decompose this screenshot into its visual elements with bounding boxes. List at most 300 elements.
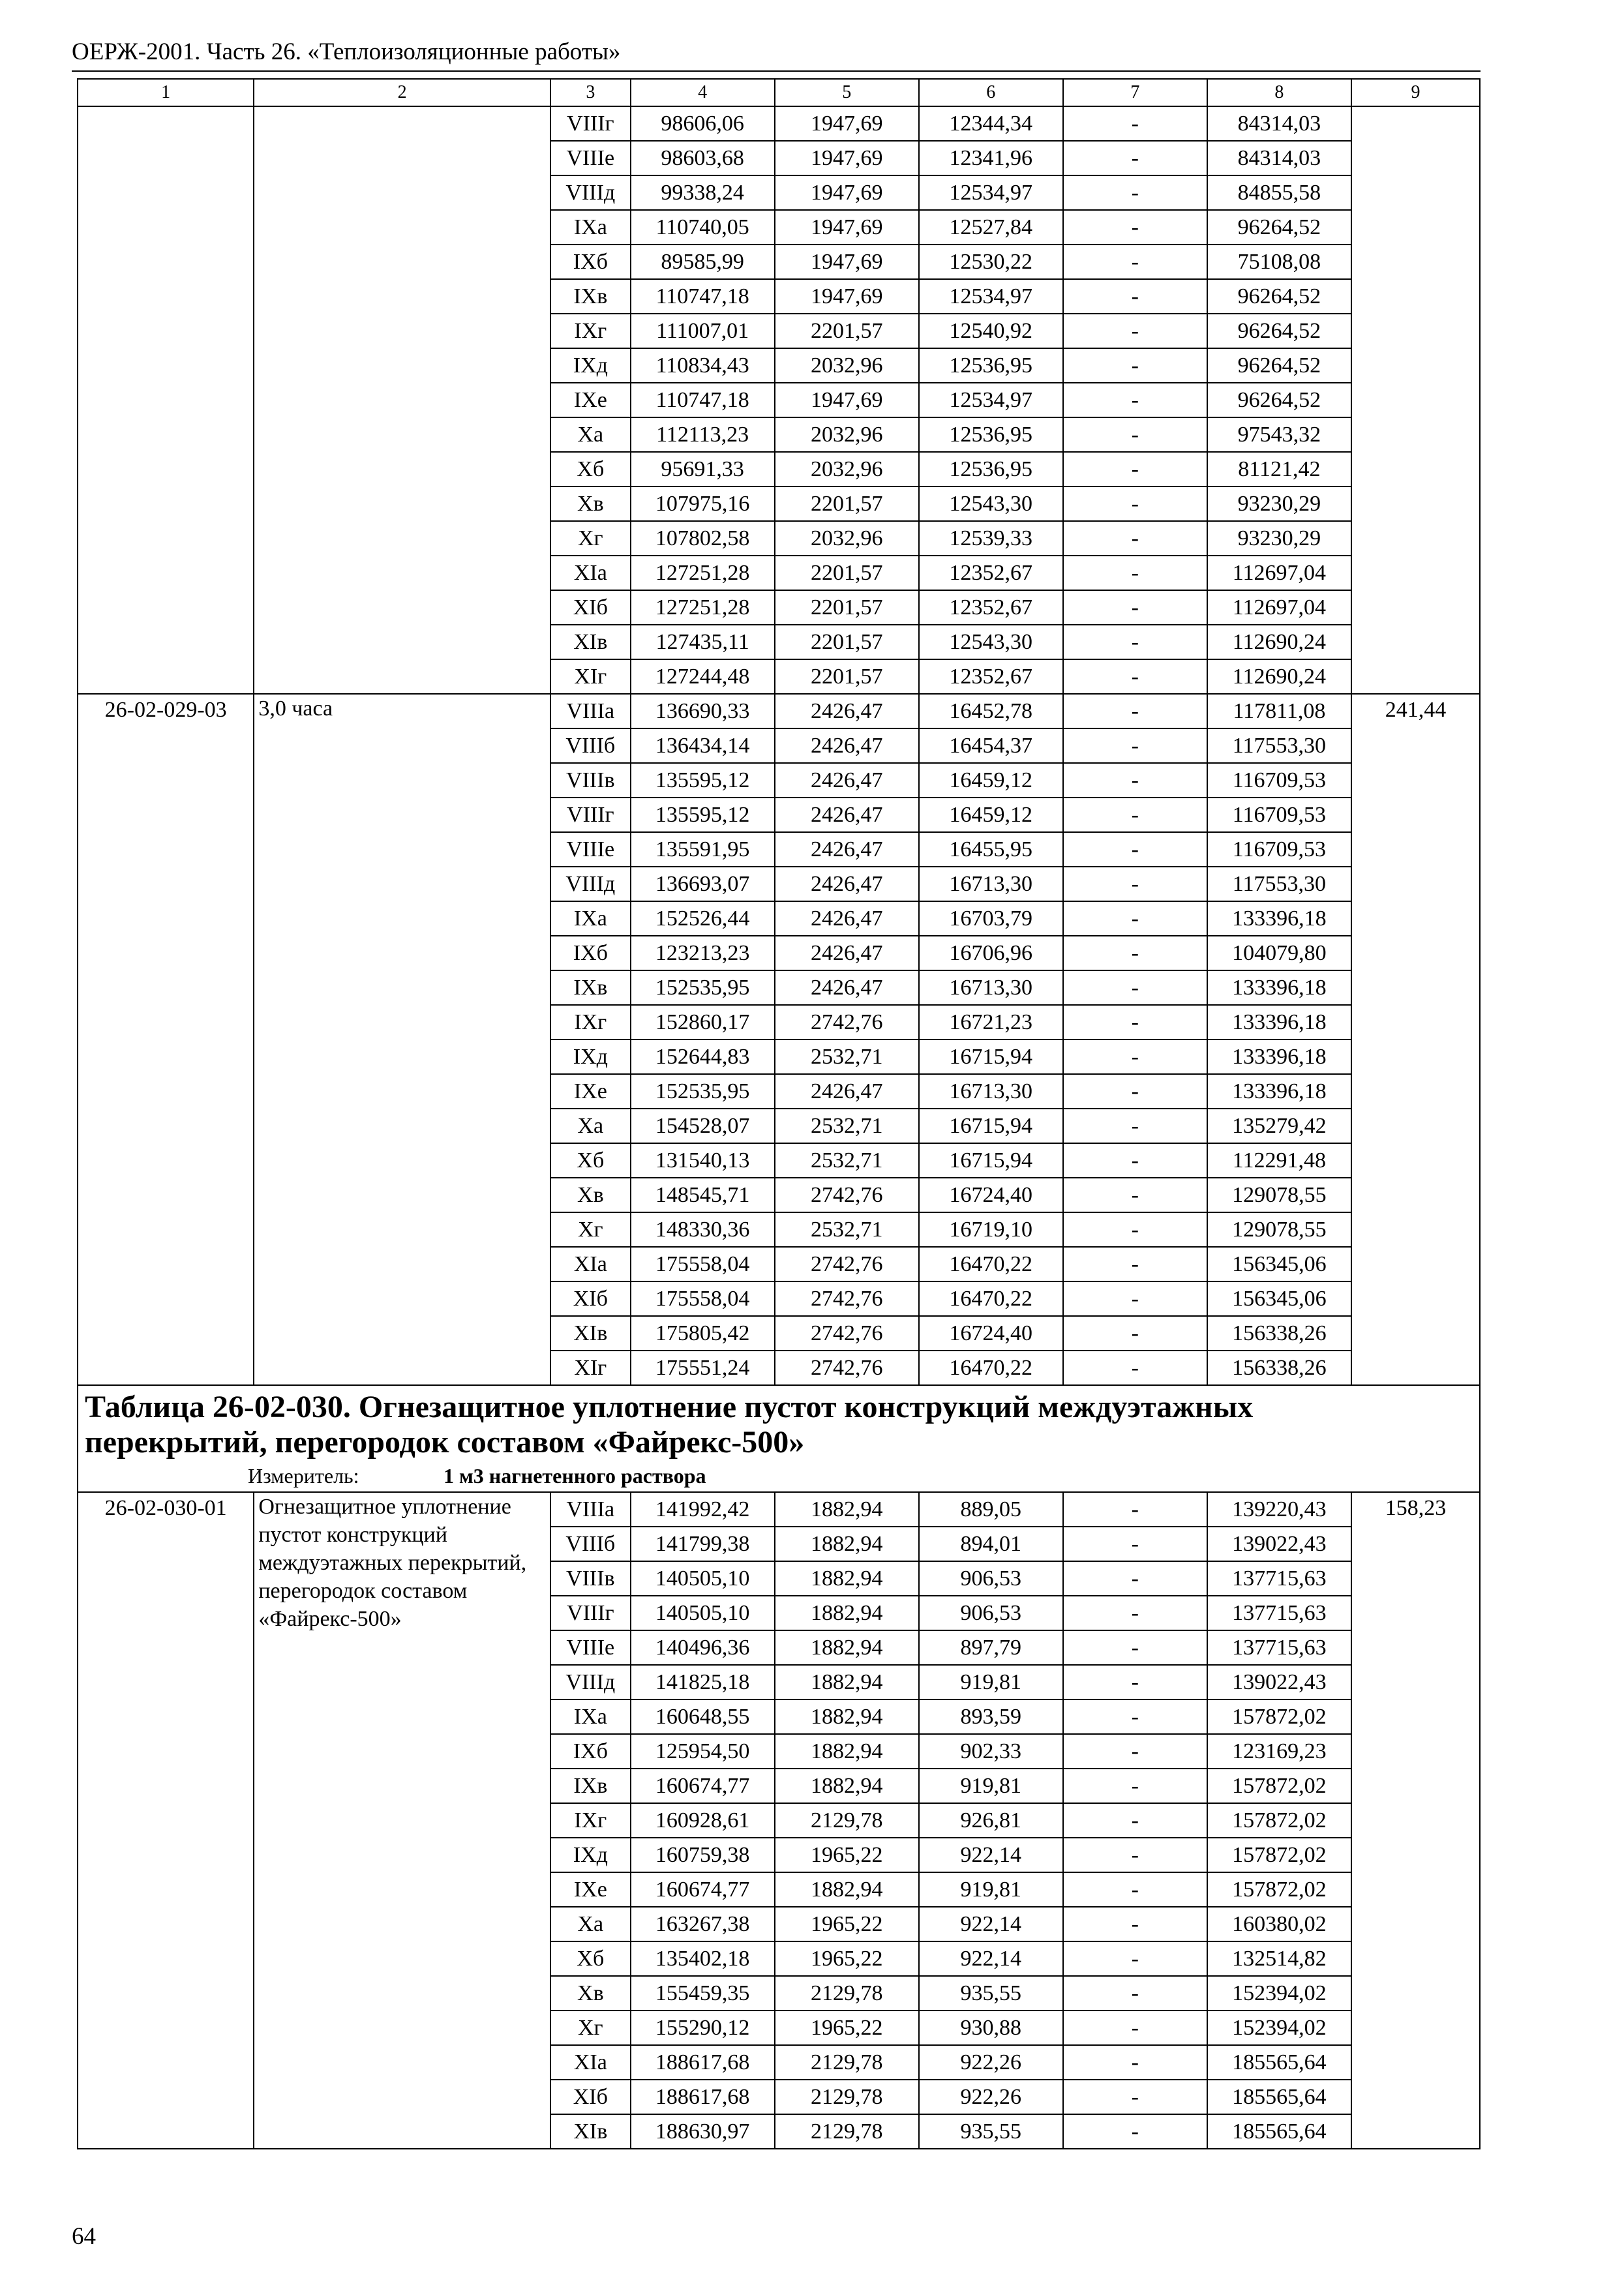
material-cost-cell: 117553,30 bbox=[1207, 867, 1351, 901]
material-cost-cell: 185565,64 bbox=[1207, 2080, 1351, 2114]
driver-cost-cell: - bbox=[1063, 556, 1207, 590]
material-cost-cell: 156338,26 bbox=[1207, 1316, 1351, 1351]
driver-cost-cell: - bbox=[1063, 1976, 1207, 2011]
machine-cost-cell: 12534,97 bbox=[919, 279, 1063, 314]
labor-cost-cell: 2201,57 bbox=[775, 486, 919, 521]
zone-cell: Xа bbox=[550, 1109, 631, 1143]
zone-cell: IXг bbox=[550, 314, 631, 348]
machine-cost-cell: 922,26 bbox=[919, 2045, 1063, 2080]
zone-cell: XIв bbox=[550, 1316, 631, 1351]
zone-cell: Xа bbox=[550, 417, 631, 452]
zone-cell: VIIIг bbox=[550, 798, 631, 832]
driver-cost-cell: - bbox=[1063, 279, 1207, 314]
machine-cost-cell: 919,81 bbox=[919, 1872, 1063, 1907]
table-title-line1: Таблица 26-02-030. Огнезащитное уплотнение пустот конструкций междуэтажных bbox=[85, 1390, 1254, 1424]
zone-cell: VIIIг bbox=[550, 1596, 631, 1630]
material-cost-cell: 133396,18 bbox=[1207, 1040, 1351, 1074]
total-cost-cell: 175805,42 bbox=[631, 1316, 775, 1351]
total-cost-cell: 131540,13 bbox=[631, 1143, 775, 1178]
material-cost-cell: 96264,52 bbox=[1207, 383, 1351, 417]
material-cost-cell: 137715,63 bbox=[1207, 1596, 1351, 1630]
labor-cost-cell: 2742,76 bbox=[775, 1351, 919, 1385]
total-cost-cell: 148545,71 bbox=[631, 1178, 775, 1212]
zone-cell: VIIIа bbox=[550, 694, 631, 728]
labor-hours-cell: 158,23 bbox=[1351, 1492, 1480, 2149]
total-cost-cell: 160674,77 bbox=[631, 1872, 775, 1907]
material-cost-cell: 112690,24 bbox=[1207, 659, 1351, 694]
zone-cell: VIIIд bbox=[550, 1665, 631, 1699]
zone-cell: IXе bbox=[550, 1872, 631, 1907]
driver-cost-cell: - bbox=[1063, 763, 1207, 798]
machine-cost-cell: 12341,96 bbox=[919, 141, 1063, 175]
driver-cost-cell: - bbox=[1063, 1527, 1207, 1561]
labor-cost-cell: 2129,78 bbox=[775, 2080, 919, 2114]
table-row bbox=[78, 106, 1480, 141]
total-cost-cell: 140496,36 bbox=[631, 1630, 775, 1665]
machine-cost-cell: 922,26 bbox=[919, 2080, 1063, 2114]
driver-cost-cell: - bbox=[1063, 625, 1207, 659]
driver-cost-cell: - bbox=[1063, 1492, 1207, 1527]
driver-cost-cell: - bbox=[1063, 486, 1207, 521]
labor-cost-cell: 1882,94 bbox=[775, 1734, 919, 1769]
material-cost-cell: 84314,03 bbox=[1207, 106, 1351, 141]
total-cost-cell: 95691,33 bbox=[631, 452, 775, 486]
material-cost-cell: 156345,06 bbox=[1207, 1281, 1351, 1316]
material-cost-cell: 96264,52 bbox=[1207, 314, 1351, 348]
driver-cost-cell: - bbox=[1063, 141, 1207, 175]
driver-cost-cell: - bbox=[1063, 1838, 1207, 1872]
column-number: 1 bbox=[78, 79, 254, 106]
zone-cell: VIIIв bbox=[550, 1561, 631, 1596]
labor-cost-cell: 2201,57 bbox=[775, 625, 919, 659]
labor-cost-cell: 1965,22 bbox=[775, 1941, 919, 1976]
column-number: 4 bbox=[631, 79, 775, 106]
total-cost-cell: 136693,07 bbox=[631, 867, 775, 901]
zone-cell: IXа bbox=[550, 210, 631, 245]
labor-cost-cell: 1947,69 bbox=[775, 383, 919, 417]
column-number: 8 bbox=[1207, 79, 1351, 106]
material-cost-cell: 129078,55 bbox=[1207, 1178, 1351, 1212]
machine-cost-cell: 16470,22 bbox=[919, 1281, 1063, 1316]
material-cost-cell: 117811,08 bbox=[1207, 694, 1351, 728]
zone-cell: XIв bbox=[550, 625, 631, 659]
driver-cost-cell: - bbox=[1063, 1178, 1207, 1212]
labor-cost-cell: 2129,78 bbox=[775, 2114, 919, 2149]
machine-cost-cell: 889,05 bbox=[919, 1492, 1063, 1527]
labor-cost-cell: 1882,94 bbox=[775, 1492, 919, 1527]
machine-cost-cell: 12352,67 bbox=[919, 590, 1063, 625]
total-cost-cell: 111007,01 bbox=[631, 314, 775, 348]
total-cost-cell: 175551,24 bbox=[631, 1351, 775, 1385]
machine-cost-cell: 893,59 bbox=[919, 1699, 1063, 1734]
driver-cost-cell: - bbox=[1063, 2114, 1207, 2149]
labor-cost-cell: 1947,69 bbox=[775, 279, 919, 314]
labor-cost-cell: 2426,47 bbox=[775, 694, 919, 728]
driver-cost-cell: - bbox=[1063, 1630, 1207, 1665]
total-cost-cell: 141992,42 bbox=[631, 1492, 775, 1527]
machine-cost-cell: 16724,40 bbox=[919, 1178, 1063, 1212]
labor-cost-cell: 1882,94 bbox=[775, 1665, 919, 1699]
total-cost-cell: 154528,07 bbox=[631, 1109, 775, 1143]
zone-cell: IXа bbox=[550, 901, 631, 936]
zone-cell: IXг bbox=[550, 1803, 631, 1838]
header-rule bbox=[72, 70, 1481, 72]
labor-cost-cell: 1882,94 bbox=[775, 1561, 919, 1596]
labor-cost-cell: 2532,71 bbox=[775, 1143, 919, 1178]
total-cost-cell: 175558,04 bbox=[631, 1281, 775, 1316]
total-cost-cell: 140505,10 bbox=[631, 1596, 775, 1630]
material-cost-cell: 84314,03 bbox=[1207, 141, 1351, 175]
rate-code: 26-02-029-03 bbox=[78, 694, 254, 1385]
material-cost-cell: 139022,43 bbox=[1207, 1527, 1351, 1561]
machine-cost-cell: 16703,79 bbox=[919, 901, 1063, 936]
machine-cost-cell: 12536,95 bbox=[919, 348, 1063, 383]
labor-cost-cell: 2742,76 bbox=[775, 1247, 919, 1281]
machine-cost-cell: 897,79 bbox=[919, 1630, 1063, 1665]
zone-cell: VIIIд bbox=[550, 175, 631, 210]
material-cost-cell: 133396,18 bbox=[1207, 901, 1351, 936]
total-cost-cell: 152535,95 bbox=[631, 970, 775, 1005]
total-cost-cell: 135595,12 bbox=[631, 798, 775, 832]
material-cost-cell: 139220,43 bbox=[1207, 1492, 1351, 1527]
driver-cost-cell: - bbox=[1063, 936, 1207, 970]
machine-cost-cell: 919,81 bbox=[919, 1769, 1063, 1803]
driver-cost-cell: - bbox=[1063, 314, 1207, 348]
work-name: Огнезащитное уплотнение пустот конструкций междуэтажных перекрытий, перегородок составом «Файрекс-500» bbox=[254, 1492, 550, 2149]
rate-code: 26-02-030-01 bbox=[78, 1492, 254, 2149]
material-cost-cell: 160380,02 bbox=[1207, 1907, 1351, 1941]
driver-cost-cell: - bbox=[1063, 1803, 1207, 1838]
machine-cost-cell: 935,55 bbox=[919, 1976, 1063, 2011]
driver-cost-cell: - bbox=[1063, 1074, 1207, 1109]
material-cost-cell: 185565,64 bbox=[1207, 2114, 1351, 2149]
driver-cost-cell: - bbox=[1063, 175, 1207, 210]
material-cost-cell: 129078,55 bbox=[1207, 1212, 1351, 1247]
labor-cost-cell: 2032,96 bbox=[775, 452, 919, 486]
machine-cost-cell: 16715,94 bbox=[919, 1109, 1063, 1143]
material-cost-cell: 137715,63 bbox=[1207, 1630, 1351, 1665]
labor-cost-cell: 1882,94 bbox=[775, 1769, 919, 1803]
labor-cost-cell: 1947,69 bbox=[775, 106, 919, 141]
total-cost-cell: 127251,28 bbox=[631, 590, 775, 625]
total-cost-cell: 127244,48 bbox=[631, 659, 775, 694]
machine-cost-cell: 16706,96 bbox=[919, 936, 1063, 970]
zone-cell: XIг bbox=[550, 1351, 631, 1385]
machine-cost-cell: 12543,30 bbox=[919, 625, 1063, 659]
labor-cost-cell: 2532,71 bbox=[775, 1212, 919, 1247]
material-cost-cell: 139022,43 bbox=[1207, 1665, 1351, 1699]
driver-cost-cell: - bbox=[1063, 1212, 1207, 1247]
material-cost-cell: 157872,02 bbox=[1207, 1803, 1351, 1838]
machine-cost-cell: 935,55 bbox=[919, 2114, 1063, 2149]
driver-cost-cell: - bbox=[1063, 1005, 1207, 1040]
labor-cost-cell: 2129,78 bbox=[775, 2045, 919, 2080]
machine-cost-cell: 16724,40 bbox=[919, 1316, 1063, 1351]
labor-cost-cell: 2742,76 bbox=[775, 1178, 919, 1212]
total-cost-cell: 98606,06 bbox=[631, 106, 775, 141]
material-cost-cell: 133396,18 bbox=[1207, 1005, 1351, 1040]
total-cost-cell: 135595,12 bbox=[631, 763, 775, 798]
zone-cell: Xб bbox=[550, 1941, 631, 1976]
total-cost-cell: 127435,11 bbox=[631, 625, 775, 659]
driver-cost-cell: - bbox=[1063, 694, 1207, 728]
table-title-cell bbox=[78, 1385, 1480, 1492]
driver-cost-cell: - bbox=[1063, 383, 1207, 417]
material-cost-cell: 137715,63 bbox=[1207, 1561, 1351, 1596]
total-cost-cell: 107975,16 bbox=[631, 486, 775, 521]
labor-cost-cell: 1882,94 bbox=[775, 1596, 919, 1630]
total-cost-cell: 107802,58 bbox=[631, 521, 775, 556]
unit-row bbox=[85, 1463, 1473, 1489]
labor-cost-cell: 1882,94 bbox=[775, 1630, 919, 1665]
zone-cell: Xг bbox=[550, 2011, 631, 2045]
zone-cell: IXв bbox=[550, 1769, 631, 1803]
driver-cost-cell: - bbox=[1063, 728, 1207, 763]
machine-cost-cell: 16452,78 bbox=[919, 694, 1063, 728]
driver-cost-cell: - bbox=[1063, 1316, 1207, 1351]
column-number: 9 bbox=[1351, 79, 1480, 106]
column-number-row bbox=[78, 79, 1480, 106]
labor-cost-cell: 2032,96 bbox=[775, 521, 919, 556]
machine-cost-cell: 16713,30 bbox=[919, 970, 1063, 1005]
labor-cost-cell: 1947,69 bbox=[775, 175, 919, 210]
rate-code bbox=[78, 106, 254, 694]
driver-cost-cell: - bbox=[1063, 1872, 1207, 1907]
machine-cost-cell: 906,53 bbox=[919, 1596, 1063, 1630]
total-cost-cell: 110747,18 bbox=[631, 279, 775, 314]
labor-cost-cell: 2426,47 bbox=[775, 901, 919, 936]
table-title-line2: перекрытий, перегородок составом «Файрекс-500» bbox=[85, 1425, 805, 1459]
total-cost-cell: 152526,44 bbox=[631, 901, 775, 936]
machine-cost-cell: 12530,22 bbox=[919, 245, 1063, 279]
rates-table bbox=[77, 78, 1481, 2149]
driver-cost-cell: - bbox=[1063, 2045, 1207, 2080]
column-number: 5 bbox=[775, 79, 919, 106]
page-number: 64 bbox=[72, 2223, 96, 2250]
labor-cost-cell: 1882,94 bbox=[775, 1527, 919, 1561]
page-header: ОЕРЖ-2001. Часть 26. «Теплоизоляционные работы» bbox=[72, 38, 621, 65]
labor-cost-cell: 2201,57 bbox=[775, 314, 919, 348]
total-cost-cell: 140505,10 bbox=[631, 1561, 775, 1596]
labor-cost-cell: 2742,76 bbox=[775, 1316, 919, 1351]
unit-label: Измеритель: bbox=[248, 1464, 359, 1488]
labor-cost-cell: 2201,57 bbox=[775, 659, 919, 694]
material-cost-cell: 123169,23 bbox=[1207, 1734, 1351, 1769]
material-cost-cell: 116709,53 bbox=[1207, 798, 1351, 832]
zone-cell: IXа bbox=[550, 1699, 631, 1734]
driver-cost-cell: - bbox=[1063, 1769, 1207, 1803]
material-cost-cell: 112697,04 bbox=[1207, 556, 1351, 590]
machine-cost-cell: 922,14 bbox=[919, 1941, 1063, 1976]
material-cost-cell: 104079,80 bbox=[1207, 936, 1351, 970]
zone-cell: XIб bbox=[550, 590, 631, 625]
labor-cost-cell: 1947,69 bbox=[775, 141, 919, 175]
zone-cell: XIв bbox=[550, 2114, 631, 2149]
machine-cost-cell: 12344,34 bbox=[919, 106, 1063, 141]
zone-cell: XIа bbox=[550, 2045, 631, 2080]
machine-cost-cell: 12540,92 bbox=[919, 314, 1063, 348]
labor-cost-cell: 2426,47 bbox=[775, 728, 919, 763]
total-cost-cell: 160674,77 bbox=[631, 1769, 775, 1803]
zone-cell: Xв bbox=[550, 486, 631, 521]
driver-cost-cell: - bbox=[1063, 348, 1207, 383]
driver-cost-cell: - bbox=[1063, 1665, 1207, 1699]
driver-cost-cell: - bbox=[1063, 1734, 1207, 1769]
material-cost-cell: 112690,24 bbox=[1207, 625, 1351, 659]
driver-cost-cell: - bbox=[1063, 2080, 1207, 2114]
machine-cost-cell: 12534,97 bbox=[919, 383, 1063, 417]
material-cost-cell: 96264,52 bbox=[1207, 279, 1351, 314]
material-cost-cell: 157872,02 bbox=[1207, 1699, 1351, 1734]
total-cost-cell: 127251,28 bbox=[631, 556, 775, 590]
zone-cell: XIб bbox=[550, 1281, 631, 1316]
machine-cost-cell: 16713,30 bbox=[919, 867, 1063, 901]
zone-cell: IXе bbox=[550, 1074, 631, 1109]
total-cost-cell: 110747,18 bbox=[631, 383, 775, 417]
driver-cost-cell: - bbox=[1063, 452, 1207, 486]
table-row bbox=[78, 1492, 1480, 1527]
total-cost-cell: 155290,12 bbox=[631, 2011, 775, 2045]
machine-cost-cell: 12527,84 bbox=[919, 210, 1063, 245]
driver-cost-cell: - bbox=[1063, 798, 1207, 832]
material-cost-cell: 152394,02 bbox=[1207, 2011, 1351, 2045]
total-cost-cell: 152535,95 bbox=[631, 1074, 775, 1109]
zone-cell: IXв bbox=[550, 970, 631, 1005]
zone-cell: XIа bbox=[550, 556, 631, 590]
driver-cost-cell: - bbox=[1063, 1143, 1207, 1178]
total-cost-cell: 152860,17 bbox=[631, 1005, 775, 1040]
material-cost-cell: 96264,52 bbox=[1207, 348, 1351, 383]
material-cost-cell: 185565,64 bbox=[1207, 2045, 1351, 2080]
zone-cell: Xг bbox=[550, 1212, 631, 1247]
machine-cost-cell: 16470,22 bbox=[919, 1351, 1063, 1385]
work-name bbox=[254, 106, 550, 694]
material-cost-cell: 135279,42 bbox=[1207, 1109, 1351, 1143]
machine-cost-cell: 906,53 bbox=[919, 1561, 1063, 1596]
total-cost-cell: 110740,05 bbox=[631, 210, 775, 245]
driver-cost-cell: - bbox=[1063, 867, 1207, 901]
total-cost-cell: 141825,18 bbox=[631, 1665, 775, 1699]
driver-cost-cell: - bbox=[1063, 590, 1207, 625]
zone-cell: VIIIб bbox=[550, 728, 631, 763]
machine-cost-cell: 16459,12 bbox=[919, 763, 1063, 798]
machine-cost-cell: 922,14 bbox=[919, 1838, 1063, 1872]
labor-cost-cell: 1947,69 bbox=[775, 210, 919, 245]
total-cost-cell: 123213,23 bbox=[631, 936, 775, 970]
total-cost-cell: 160759,38 bbox=[631, 1838, 775, 1872]
zone-cell: IXв bbox=[550, 279, 631, 314]
total-cost-cell: 98603,68 bbox=[631, 141, 775, 175]
total-cost-cell: 163267,38 bbox=[631, 1907, 775, 1941]
labor-cost-cell: 2742,76 bbox=[775, 1005, 919, 1040]
labor-cost-cell: 2426,47 bbox=[775, 1074, 919, 1109]
zone-cell: VIIIа bbox=[550, 1492, 631, 1527]
zone-cell: IXе bbox=[550, 383, 631, 417]
total-cost-cell: 188630,97 bbox=[631, 2114, 775, 2149]
labor-cost-cell: 2129,78 bbox=[775, 1803, 919, 1838]
material-cost-cell: 93230,29 bbox=[1207, 521, 1351, 556]
labor-cost-cell: 1965,22 bbox=[775, 2011, 919, 2045]
material-cost-cell: 75108,08 bbox=[1207, 245, 1351, 279]
material-cost-cell: 96264,52 bbox=[1207, 210, 1351, 245]
total-cost-cell: 110834,43 bbox=[631, 348, 775, 383]
machine-cost-cell: 16713,30 bbox=[919, 1074, 1063, 1109]
machine-cost-cell: 16459,12 bbox=[919, 798, 1063, 832]
zone-cell: Xв bbox=[550, 1976, 631, 2011]
zone-cell: XIа bbox=[550, 1247, 631, 1281]
driver-cost-cell: - bbox=[1063, 901, 1207, 936]
material-cost-cell: 157872,02 bbox=[1207, 1872, 1351, 1907]
total-cost-cell: 99338,24 bbox=[631, 175, 775, 210]
labor-cost-cell: 2426,47 bbox=[775, 936, 919, 970]
material-cost-cell: 93230,29 bbox=[1207, 486, 1351, 521]
machine-cost-cell: 919,81 bbox=[919, 1665, 1063, 1699]
labor-cost-cell: 2201,57 bbox=[775, 590, 919, 625]
zone-cell: VIIIд bbox=[550, 867, 631, 901]
zone-cell: VIIIв bbox=[550, 763, 631, 798]
table-row bbox=[78, 694, 1480, 728]
machine-cost-cell: 16470,22 bbox=[919, 1247, 1063, 1281]
zone-cell: IXг bbox=[550, 1005, 631, 1040]
zone-cell: XIг bbox=[550, 659, 631, 694]
driver-cost-cell: - bbox=[1063, 1941, 1207, 1976]
zone-cell: IXд bbox=[550, 1040, 631, 1074]
total-cost-cell: 135402,18 bbox=[631, 1941, 775, 1976]
material-cost-cell: 157872,02 bbox=[1207, 1838, 1351, 1872]
zone-cell: IXб bbox=[550, 1734, 631, 1769]
driver-cost-cell: - bbox=[1063, 970, 1207, 1005]
driver-cost-cell: - bbox=[1063, 1596, 1207, 1630]
labor-cost-cell: 2426,47 bbox=[775, 832, 919, 867]
zone-cell: IXд bbox=[550, 348, 631, 383]
column-number: 6 bbox=[919, 79, 1063, 106]
machine-cost-cell: 16715,94 bbox=[919, 1040, 1063, 1074]
total-cost-cell: 188617,68 bbox=[631, 2045, 775, 2080]
total-cost-cell: 125954,50 bbox=[631, 1734, 775, 1769]
column-number: 7 bbox=[1063, 79, 1207, 106]
machine-cost-cell: 12536,95 bbox=[919, 417, 1063, 452]
total-cost-cell: 175558,04 bbox=[631, 1247, 775, 1281]
material-cost-cell: 133396,18 bbox=[1207, 1074, 1351, 1109]
zone-cell: VIIIе bbox=[550, 1630, 631, 1665]
material-cost-cell: 157872,02 bbox=[1207, 1769, 1351, 1803]
labor-cost-cell: 2426,47 bbox=[775, 867, 919, 901]
driver-cost-cell: - bbox=[1063, 417, 1207, 452]
zone-cell: VIIIе bbox=[550, 141, 631, 175]
zone-cell: IXб bbox=[550, 936, 631, 970]
machine-cost-cell: 12352,67 bbox=[919, 556, 1063, 590]
machine-cost-cell: 930,88 bbox=[919, 2011, 1063, 2045]
driver-cost-cell: - bbox=[1063, 659, 1207, 694]
machine-cost-cell: 926,81 bbox=[919, 1803, 1063, 1838]
zone-cell: IXд bbox=[550, 1838, 631, 1872]
machine-cost-cell: 12534,97 bbox=[919, 175, 1063, 210]
driver-cost-cell: - bbox=[1063, 2011, 1207, 2045]
driver-cost-cell: - bbox=[1063, 832, 1207, 867]
machine-cost-cell: 902,33 bbox=[919, 1734, 1063, 1769]
driver-cost-cell: - bbox=[1063, 1281, 1207, 1316]
material-cost-cell: 97543,32 bbox=[1207, 417, 1351, 452]
material-cost-cell: 152394,02 bbox=[1207, 1976, 1351, 2011]
labor-hours-cell: 241,44 bbox=[1351, 694, 1480, 1385]
zone-cell: VIIIг bbox=[550, 106, 631, 141]
material-cost-cell: 84855,58 bbox=[1207, 175, 1351, 210]
total-cost-cell: 136690,33 bbox=[631, 694, 775, 728]
zone-cell: XIб bbox=[550, 2080, 631, 2114]
labor-cost-cell: 2032,96 bbox=[775, 348, 919, 383]
total-cost-cell: 112113,23 bbox=[631, 417, 775, 452]
material-cost-cell: 156338,26 bbox=[1207, 1351, 1351, 1385]
